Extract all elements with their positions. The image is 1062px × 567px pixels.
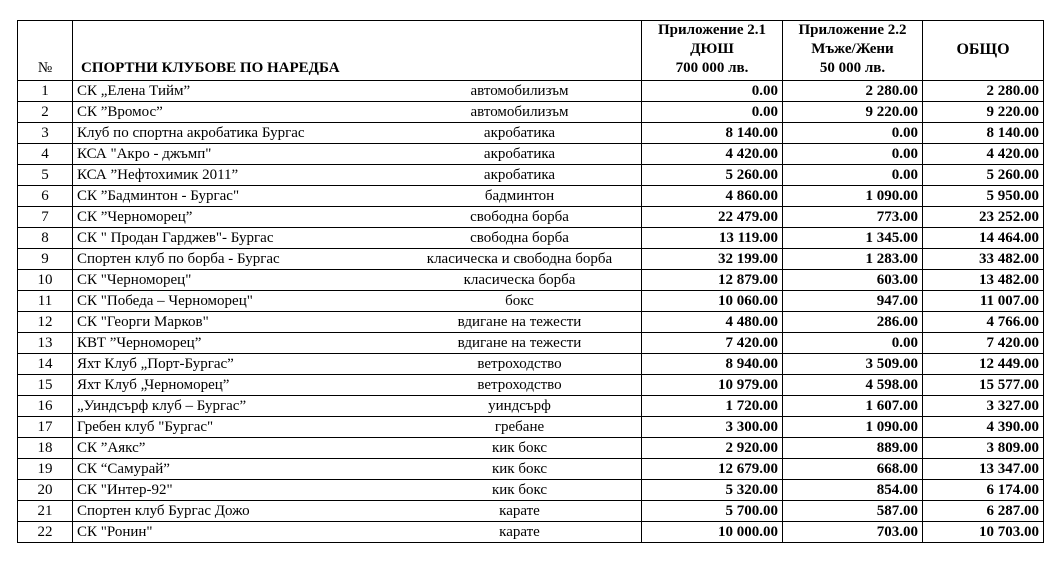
club-sport: класическа борба [463,272,576,288]
row-number: 2 [18,102,73,123]
amount-appendix-2-2: 1 345.00 [783,228,923,249]
amount-appendix-2-1: 4 420.00 [642,144,783,165]
club-sport: гребане [494,419,545,435]
amount-appendix-2-1: 5 700.00 [642,501,783,522]
amount-appendix-2-2: 0.00 [783,144,923,165]
table-row [18,291,1044,312]
amount-appendix-2-2: 1 283.00 [783,249,923,270]
row-number: 17 [18,417,73,438]
table-row [18,396,1044,417]
table-row [18,102,1044,123]
amount-appendix-2-2: 1 090.00 [783,186,923,207]
amount-appendix-2-2: 0.00 [783,123,923,144]
amount-appendix-2-2: 854.00 [783,480,923,501]
row-number: 13 [18,333,73,354]
club-sport: ветроходство [477,377,562,393]
club-name: „Уиндсърф клуб – Бургас” [77,398,247,414]
header-appendix-2-2 [783,21,923,81]
header-appendix-2-1-line3: 700 000 лв. [675,60,749,76]
club-cell [73,165,642,186]
amount-appendix-2-2: 703.00 [783,522,923,543]
header-appendix-2-1 [642,21,783,81]
club-sport: кик бокс [491,482,548,498]
club-sport: карате [499,503,540,519]
table-row [18,417,1044,438]
club-name: СК "Ронин" [77,524,153,540]
club-cell [73,438,642,459]
amount-appendix-2-2: 3 509.00 [783,354,923,375]
table-row [18,480,1044,501]
table-row [18,459,1044,480]
club-name: СК “Самурай” [77,461,170,477]
club-cell [73,291,642,312]
amount-appendix-2-2: 889.00 [783,438,923,459]
club-name: Спортен клуб по борба - Бургас [77,251,280,267]
amount-total: 33 482.00 [923,249,1044,270]
header-no: № [18,21,73,81]
club-sport: акробатика [483,146,556,162]
row-number: 18 [18,438,73,459]
amount-total: 4 390.00 [923,417,1044,438]
row-number: 7 [18,207,73,228]
club-sport: автомобилизъм [470,104,569,120]
amount-appendix-2-1: 7 420.00 [642,333,783,354]
amount-appendix-2-1: 12 879.00 [642,270,783,291]
club-cell [73,186,642,207]
club-name: СК "Георги Марков" [77,314,209,330]
table-row [18,165,1044,186]
row-number: 9 [18,249,73,270]
club-name: Клуб по спортна акробатика Бургас [77,125,305,141]
amount-appendix-2-1: 10 000.00 [642,522,783,543]
row-number: 19 [18,459,73,480]
amount-appendix-2-1: 13 119.00 [642,228,783,249]
amount-appendix-2-1: 2 920.00 [642,438,783,459]
row-number: 4 [18,144,73,165]
club-name: СК ”Аякс” [77,440,146,456]
club-sport: карате [499,524,540,540]
club-cell [73,270,642,291]
club-name: Яхт Клуб „Порт-Бургас” [77,356,234,372]
club-name: КВТ ”Черноморец” [77,335,202,351]
header-total: ОБЩО [923,21,1044,81]
table-row [18,207,1044,228]
amount-total: 13 347.00 [923,459,1044,480]
table-body [18,81,1044,543]
club-cell [73,228,642,249]
club-sport: вдигане на тежести [457,314,582,330]
amount-appendix-2-1: 4 860.00 [642,186,783,207]
row-number: 16 [18,396,73,417]
amount-total: 4 766.00 [923,312,1044,333]
row-number: 20 [18,480,73,501]
amount-appendix-2-2: 2 280.00 [783,81,923,102]
document-page [17,20,1044,543]
amount-appendix-2-1: 32 199.00 [642,249,783,270]
amount-appendix-2-2: 0.00 [783,333,923,354]
club-sport: бокс [505,293,534,309]
club-sport: вдигане на тежести [457,335,582,351]
club-cell [73,102,642,123]
amount-total: 23 252.00 [923,207,1044,228]
club-sport: акробатика [483,167,556,183]
header-appendix-2-2-line3: 50 000 лв. [819,60,886,76]
amount-total: 14 464.00 [923,228,1044,249]
amount-appendix-2-2: 1 607.00 [783,396,923,417]
amount-appendix-2-2: 603.00 [783,270,923,291]
amount-appendix-2-2: 668.00 [783,459,923,480]
club-cell [73,81,642,102]
club-cell [73,459,642,480]
row-number: 3 [18,123,73,144]
amount-total: 15 577.00 [923,375,1044,396]
club-sport: кик бокс [491,440,548,456]
clubs-table [17,20,1044,543]
amount-total: 5 950.00 [923,186,1044,207]
amount-total: 13 482.00 [923,270,1044,291]
club-name: Гребен клуб "Бургас" [77,419,214,435]
header-appendix-2-1-line2: ДЮШ [690,41,734,57]
amount-appendix-2-1: 22 479.00 [642,207,783,228]
club-sport: свободна борба [470,209,569,225]
table-row [18,333,1044,354]
table-row [18,249,1044,270]
amount-total: 3 809.00 [923,438,1044,459]
amount-total: 2 280.00 [923,81,1044,102]
amount-appendix-2-1: 3 300.00 [642,417,783,438]
club-sport: автомобилизъм [470,83,569,99]
club-cell [73,249,642,270]
amount-total: 12 449.00 [923,354,1044,375]
club-name: Яхт Клуб „Черноморец” [77,377,230,393]
table-row [18,501,1044,522]
amount-appendix-2-1: 5 260.00 [642,165,783,186]
club-name: КСА ”Нефтохимик 2011” [77,167,239,183]
amount-appendix-2-2: 0.00 [783,165,923,186]
row-number: 15 [18,375,73,396]
amount-appendix-2-1: 4 480.00 [642,312,783,333]
table-row [18,123,1044,144]
club-cell [73,354,642,375]
table-row [18,270,1044,291]
amount-total: 5 260.00 [923,165,1044,186]
row-number: 8 [18,228,73,249]
amount-appendix-2-1: 0.00 [642,81,783,102]
amount-appendix-2-1: 8 140.00 [642,123,783,144]
club-cell [73,501,642,522]
row-number: 22 [18,522,73,543]
club-sport: класическа и свободна борба [426,251,613,267]
row-number: 14 [18,354,73,375]
row-number: 11 [18,291,73,312]
row-number: 10 [18,270,73,291]
club-name: СК ”Черноморец” [77,209,193,225]
amount-appendix-2-2: 947.00 [783,291,923,312]
amount-total: 4 420.00 [923,144,1044,165]
club-sport: свободна борба [470,230,569,246]
amount-total: 3 327.00 [923,396,1044,417]
amount-appendix-2-1: 0.00 [642,102,783,123]
club-name: СК " Продан Гарджев"- Бургас [77,230,274,246]
amount-total: 6 174.00 [923,480,1044,501]
table-row [18,438,1044,459]
row-number: 5 [18,165,73,186]
club-cell [73,123,642,144]
club-cell [73,312,642,333]
table-row [18,375,1044,396]
club-name: КСА "Акро - джъмп" [77,146,212,162]
header-clubs: СПОРТНИ КЛУБОВЕ ПО НАРЕДБА [73,21,642,81]
amount-appendix-2-2: 1 090.00 [783,417,923,438]
club-name: Спортен клуб Бургас Дожо [77,503,250,519]
table-row [18,144,1044,165]
row-number: 1 [18,81,73,102]
amount-appendix-2-1: 10 979.00 [642,375,783,396]
club-cell [73,396,642,417]
header-appendix-2-2-line1: Приложение 2.2 [798,22,907,38]
amount-appendix-2-1: 8 940.00 [642,354,783,375]
club-sport: акробатика [483,125,556,141]
club-sport: кик бокс [491,461,548,477]
club-cell [73,522,642,543]
amount-appendix-2-2: 587.00 [783,501,923,522]
club-cell [73,333,642,354]
club-sport: ветроходство [477,356,562,372]
amount-total: 7 420.00 [923,333,1044,354]
club-cell [73,207,642,228]
club-name: СК "Победа – Черноморец" [77,293,253,309]
amount-total: 11 007.00 [923,291,1044,312]
row-number: 6 [18,186,73,207]
amount-appendix-2-2: 9 220.00 [783,102,923,123]
row-number: 21 [18,501,73,522]
table-row [18,312,1044,333]
table-row [18,354,1044,375]
club-cell [73,144,642,165]
club-name: СК "Интер-92" [77,482,173,498]
amount-appendix-2-1: 12 679.00 [642,459,783,480]
table-row [18,186,1044,207]
club-sport: уиндсърф [488,398,551,414]
table-row [18,228,1044,249]
amount-appendix-2-1: 1 720.00 [642,396,783,417]
amount-appendix-2-1: 10 060.00 [642,291,783,312]
header-appendix-2-2-line2: Мъже/Жени [811,41,894,57]
amount-total: 8 140.00 [923,123,1044,144]
club-cell [73,480,642,501]
amount-appendix-2-2: 4 598.00 [783,375,923,396]
table-header-row [18,21,1044,81]
club-cell [73,417,642,438]
amount-appendix-2-2: 286.00 [783,312,923,333]
table-row [18,522,1044,543]
amount-total: 6 287.00 [923,501,1044,522]
amount-total: 9 220.00 [923,102,1044,123]
table-row [18,81,1044,102]
amount-appendix-2-1: 5 320.00 [642,480,783,501]
club-name: СК ”Вромос” [77,104,163,120]
club-cell [73,375,642,396]
club-name: СК "Черноморец" [77,272,192,288]
amount-total: 10 703.00 [923,522,1044,543]
row-number: 12 [18,312,73,333]
club-sport: бадминтон [484,188,555,204]
header-appendix-2-1-line1: Приложение 2.1 [658,22,766,38]
club-name: СК „Елена Тийм” [77,83,191,99]
amount-appendix-2-2: 773.00 [783,207,923,228]
club-name: СК ”Бадминтон - Бургас" [77,188,240,204]
